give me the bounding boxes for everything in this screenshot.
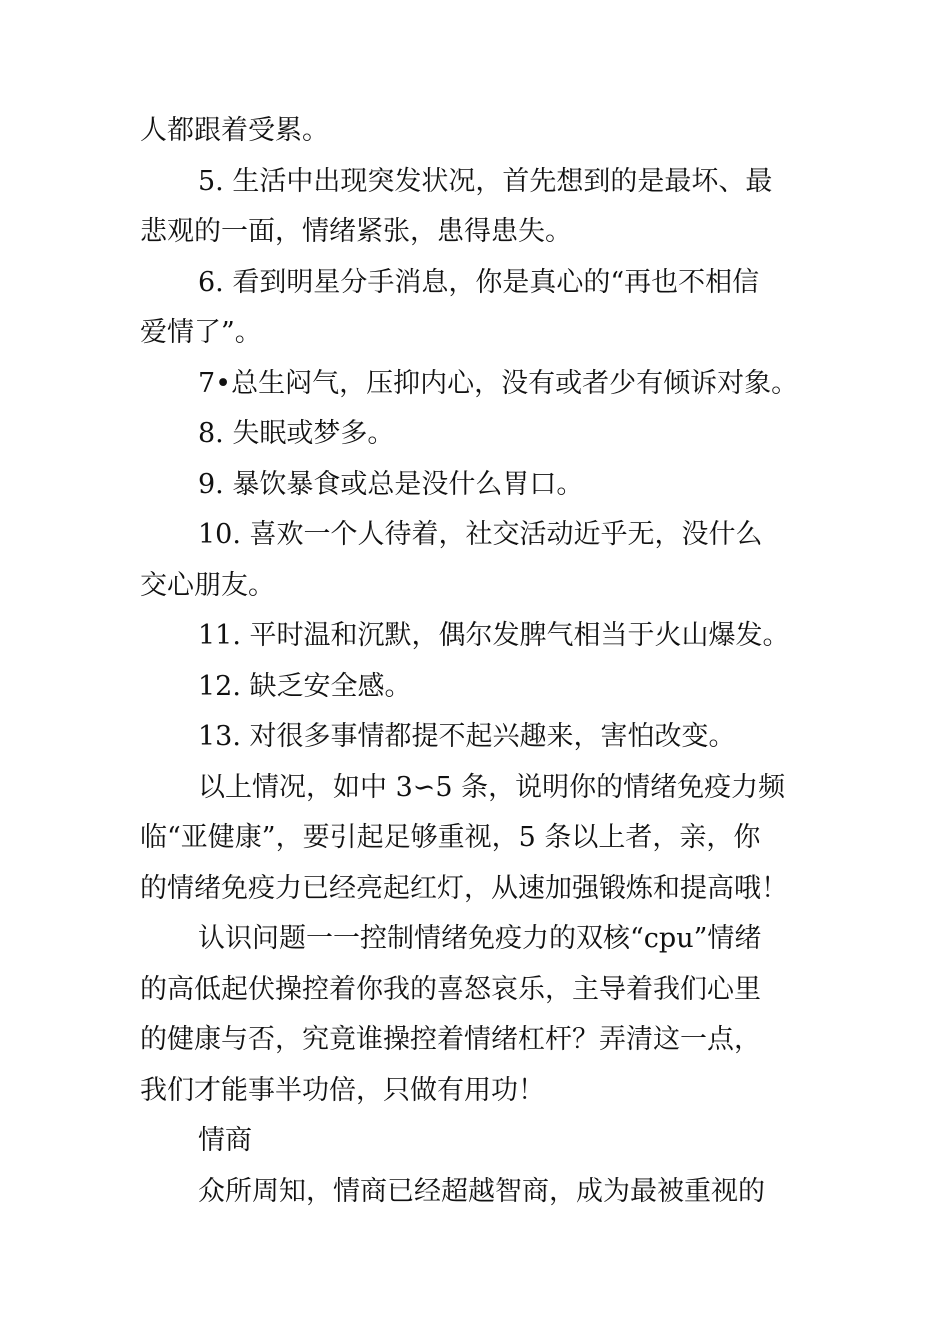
text-line: 悲观的一面，情绪紧张，患得患失。 <box>140 216 572 247</box>
text-line: 9. 暴饮暴食或总是没什么胃口。 <box>198 468 584 500</box>
text-line: 以上情况，如中 3∽5 条，说明你的情绪免疫力频 <box>198 771 786 803</box>
text-line: 10. 喜欢一个人待着，社交活动近乎无，没什么 <box>198 519 763 550</box>
section-heading: 情商 <box>198 1125 252 1156</box>
text-line: 爱情了”。 <box>140 317 262 348</box>
text-line: 8. 失眠或梦多。 <box>198 418 395 449</box>
text-line: 人都跟着受累。 <box>140 115 329 146</box>
text-line: 12. 缺乏安全感。 <box>198 670 412 702</box>
text-line: 众所周知，情商已经超越智商，成为最被重视的 <box>198 1175 765 1207</box>
text-line: 6. 看到明星分手消息，你是真心的“再也不相信 <box>198 266 760 298</box>
text-line: 5. 生活中出现突发状况，首先想到的是最坏、最 <box>198 165 773 197</box>
text-line: 我们才能事半功倍，只做有用功！ <box>140 1074 545 1106</box>
text-line: 的健康与否，究竟谁操控着情绪杠杆？弄清这一点， <box>140 1024 761 1055</box>
text-line: 13. 对很多事情都提不起兴趣来，害怕改变。 <box>198 721 736 752</box>
text-line: 7•总生闷气，压抑内心，没有或者少有倾诉对象。 <box>198 367 799 399</box>
text-line: 临“亚健康”，要引起足够重视，5 条以上者，亲，你 <box>140 822 761 853</box>
text-line: 认识问题一一控制情绪免疫力的双核“cpu”情绪 <box>198 923 762 954</box>
text-line: 的高低起伏操控着你我的喜怒哀乐，主导着我们心里 <box>140 973 761 1005</box>
text-line: 11. 平时温和沉默，偶尔发脾气相当于火山爆发。 <box>198 620 790 651</box>
document-body <box>140 106 820 1217</box>
text-line: 的情绪免疫力已经亮起红灯，从速加强锻炼和提高哦！ <box>140 872 788 904</box>
text-line: 交心朋友。 <box>140 569 275 601</box>
